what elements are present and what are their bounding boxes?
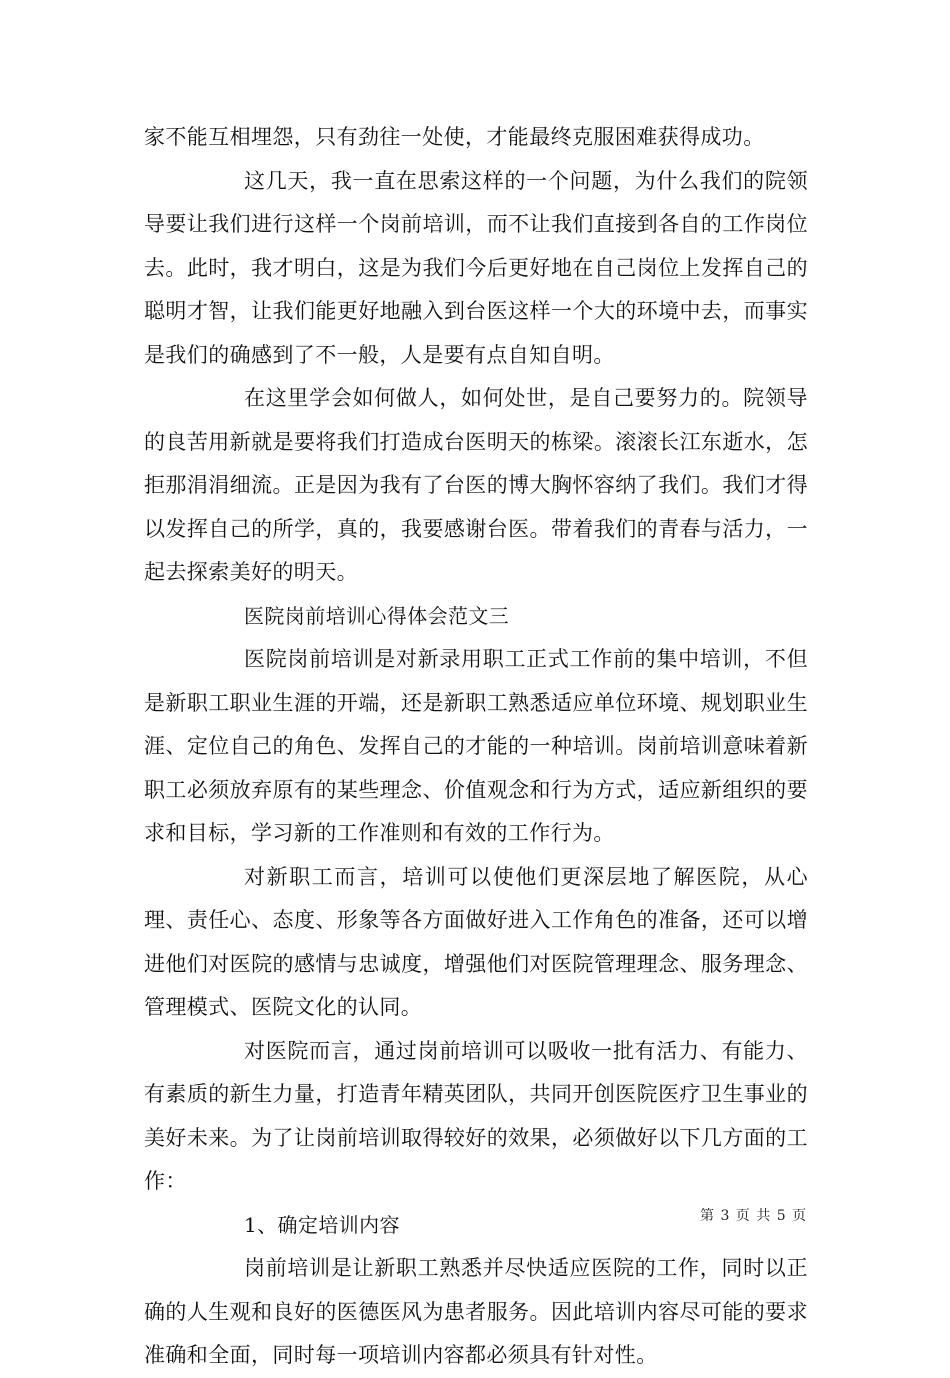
document-body [144, 116, 808, 1378]
subsection-heading: 1、确定培训内容 [244, 1212, 400, 1237]
paragraph: 对医院而言，通过岗前培训可以吸收一批有活力、有能力、有素质的新生力量，打造青年精英团队，共同开创医院医疗卫生事业的美好未来。为了让岗前培训取得较好的效果，必须做好以下几方面的工作： [144, 1038, 808, 1193]
paragraph: 这几天，我一直在思索这样的一个问题，为什么我们的院领导要让我们进行这样一个岗前培训，而不让我们直接到各自的工作岗位去。此时，我才明白，这是为我们今后更好地在自己岗位上发挥自己的聪明才智，让我们能更好地融入到台医这样一个大的环境中去，而事实是我们的确感到了不一般，人是要有点自知自明。 [144, 168, 808, 367]
page-number-footer: 第 3 页 共 5 页 [700, 1208, 808, 1224]
paragraph: 在这里学会如何做人，如何处世，是自己要努力的。院领导的良苦用新就是要将我们打造成台医明天的栋梁。滚滚长江东逝水，怎拒那涓涓细流。正是因为我有了台医的博大胸怀容纳了我们。我们才得以发挥自己的所学，真的，我要感谢台医。带着我们的青春与活力，一起去探索美好的明天。 [144, 386, 808, 584]
paragraph: 岗前培训是让新职工熟悉并尽快适应医院的工作，同时以正确的人生观和良好的医德医风为患者服务。因此培训内容尽可能的要求准确和全面，同时每一项培训内容都必须具有针对性。 [144, 1256, 808, 1367]
section-heading: 医院岗前培训心得体会范文三 [244, 603, 510, 628]
paragraph: 对新职工而言，培训可以使他们更深层地了解医院，从心理、责任心、态度、形象等各方面做好进入工作角色的准备，还可以增进他们对医院的感情与忠诚度，增强他们对医院管理理念、服务理念、管理模式、医院文化的认同。 [144, 864, 808, 1019]
paragraph: 医院岗前培训是对新录用职工正式工作前的集中培训，不但是新职工职业生涯的开端，还是新职工熟悉适应单位环境、规划职业生涯、定位自己的角色、发挥自己的才能的一种培训。岗前培训意味着新职工必须放弃原有的某些理念、价值观念和行为方式，适应新组织的要求和目标，学习新的工作准则和有效的工作行为。 [144, 647, 808, 845]
paragraph-continuation: 家不能互相埋怨，只有劲往一处使，才能最终克服困难获得成功。 [144, 125, 765, 149]
